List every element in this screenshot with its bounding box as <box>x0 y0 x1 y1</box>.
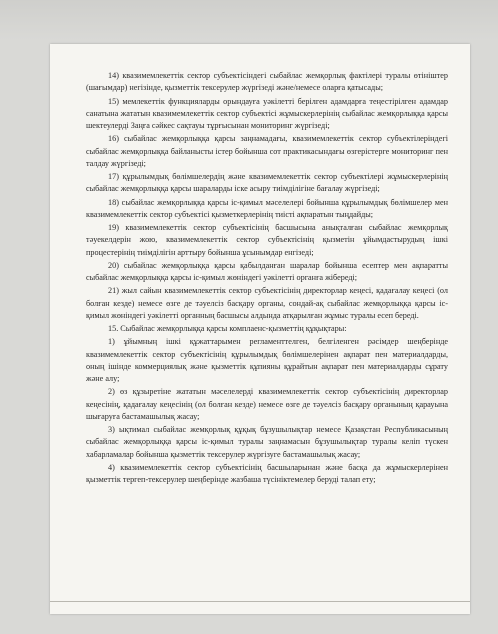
scan-shadow <box>0 0 498 40</box>
paragraph: 18) сыбайлас жемқорлыққа қарсы іс-қимыл мәселелері бойынша құрылымдық бөлімшелер мен квазимемлекеттік сектор субъектісі қызметкерлерінің тиісті ақпаратын тыңдайды; <box>86 197 448 219</box>
paragraph: 17) құрылымдық бөлімшелердің және квазимемлекеттік сектор субъектілері жұмыскерлерінің сыбайлас жемқорлыққа қарсы шараларды іске асыру тиімділігіне бағалау жүргізеді; <box>86 172 448 194</box>
paragraph: 15) мемлекеттік функцияларды орындауға уәкілетті берілген адамдарға теңестірілген адамдар санатына жататын квазимемлекеттік сектор субъектісі жұмыскерлерінің сыбайлас жемқорлыққа қарсы шектеулерді Заңға сәйкес сақтауы тұрғысынан мониторинг жүргізеді; <box>86 96 448 130</box>
document-body <box>86 70 448 486</box>
paragraph: 1) ұйымның ішкі құжаттарымен регламенттелген, белгіленген рәсімдер шеңберінде квазимемлекеттік сектор субъектісінің құрылымдық бөлімшелерінен ақпарат пен материалдарды, оның ішінде коммерциялық және қызметтік құпияны құрайтын ақпарат пен материалдарды сұрату және алу; <box>86 337 448 383</box>
paragraph: 21) жыл сайын квазимемлекеттік сектор субъектісінің директорлар кеңесі, қадағалау кеңесі (ол болған кезде) немесе өзге де тәуелсіз басқару органы, сондай-ақ сыбайлас жемқорлыққа қарсы іс-қимыл жөніндегі уәкілетті органның басшысы алдында атқарылған жұмыс туралы есеп береді. <box>86 286 448 320</box>
section-heading: 15. Сыбайлас жемқорлыққа қарсы комплаенс-қызметтің құқықтары: <box>108 324 347 333</box>
paragraph: 3) ықтимал сыбайлас жемқорлық құқық бұзушылықтар немесе Қазақстан Республикасының сыбайлас жемқорлыққа қарсы іс-қимыл туралы заңнамасын бұзушылықтар туралы келіп түскен хабарламалар бойынша қызметтік тексерулер жүргізуге бастамашылық жасау; <box>86 425 448 459</box>
document-page <box>50 44 470 614</box>
paragraph: 19) квазимемлекеттік сектор субъектісінің басшысына анықталған сыбайлас жемқорлық тәуекелдерін жою, квазимемлекеттік сектор субъектісінің қызметін ұйымдастырудың ішкі процестерінің тиімділігін арттыру бойынша ұсынымдар енгізеді; <box>86 223 448 257</box>
page-bottom-rule <box>50 601 470 602</box>
paragraph: 16) сыбайлас жемқорлыққа қарсы заңнамадағы, квазимемлекеттік сектор субъектілеріндегі сыбайлас жемқорлыққа байланысты істер бойынша сот практикасындағы өзгерістерге мониторинг пен талдау жүргізеді; <box>86 134 448 168</box>
paragraph: 14) квазимемлекеттік сектор субъектісіндегі сыбайлас жемқорлық фактілері туралы өтініштер (шағымдар) негізінде, қызметтік тексерулер жүргізеді және/немесе оларға қатысады; <box>86 71 448 93</box>
paragraph: 20) сыбайлас жемқорлыққа қарсы қабылданған шаралар бойынша есептер мен ақпаратты сыбайлас жемқорлыққа қарсы іс-қимыл жөніндегі уәкілетті органға жібереді; <box>86 260 448 282</box>
paragraph: 4) квазимемлекеттік сектор субъектісінің басшыларынан және басқа да жұмыскерлерінен қызметтік тергеп-тексерулер шеңберінде жазбаша түсініктемелер беруді талап ету; <box>86 462 448 484</box>
paragraph: 2) өз құзыретіне жататын мәселелерді квазимемлекеттік сектор субъектісінің директорлар кеңесінің, қадағалау кеңесінің (ол болған кезде) немесе өзге де тәуелсіз басқару органының қарауына шығаруға бастамашылық жасау; <box>86 387 448 421</box>
